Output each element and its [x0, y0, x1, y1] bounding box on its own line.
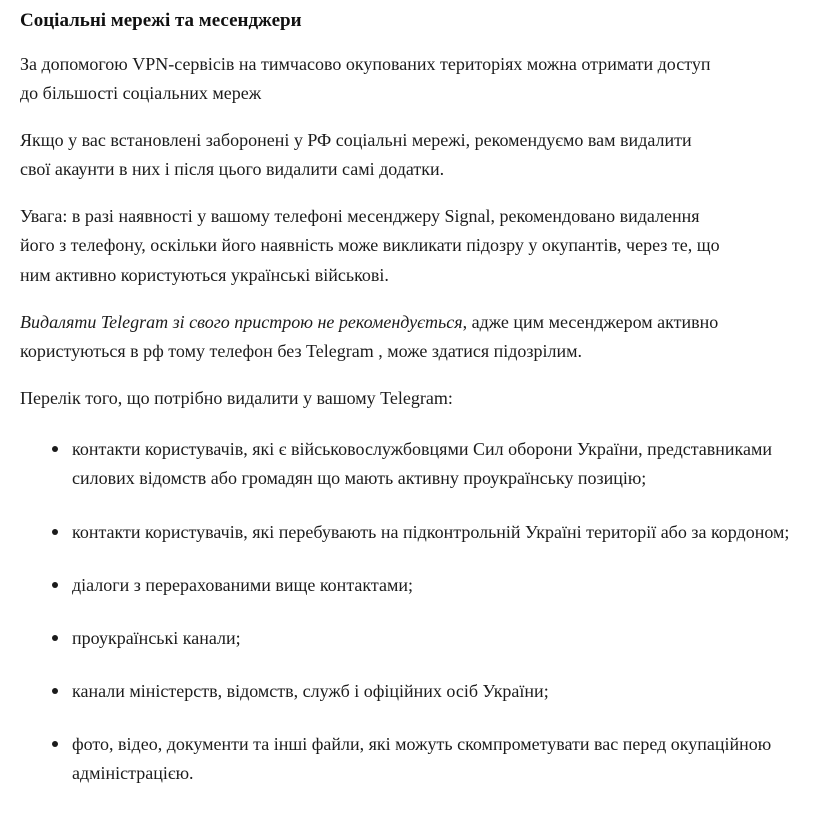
list-item: діалоги з перерахованими вище контактами;: [20, 571, 812, 600]
list-item: фото, відео, документи та інші файли, які можуть скомпрометувати вас перед окупаційною адміністрацією.: [20, 730, 812, 788]
telegram-note-rest: , адже цим месенджером активно користуються в рф тому телефон без Telegram , може здатися підозрілим.: [20, 311, 719, 361]
telegram-note-italic: Видаляти Telegram зі свого пристрою не рекомендується: [20, 311, 463, 332]
page-title: Соціальні мережі та месенджери: [20, 10, 302, 31]
list-intro: Перелік того, що потрібно видалити у вашому Telegram:: [20, 388, 453, 409]
list-item: контакти користувачів, які є військовослужбовцями Сил оборони України, представниками силових відомств або громадян що мають активну проукраїнську позицію;: [20, 435, 812, 493]
paragraph-telegram-note: [20, 308, 720, 366]
paragraph-vpn: За допомогою VPN-сервісів на тимчасово окупованих територіях можна отримати доступ до більшості соціальних мереж: [20, 53, 711, 103]
list-item: проукраїнські канали;: [20, 624, 812, 653]
paragraph-signal-warning: Увага: в разі наявності у вашому телефоні месенджеру Signal, рекомендовано видалення його з телефону, оскільки його наявність може викликати підозру у окупантів, через те, що ним активно користуються українські військові.: [20, 206, 720, 285]
list-item: контакти користувачів, які перебувають на підконтрольній Україні території або за кордоном;: [20, 518, 812, 547]
delete-checklist: [20, 435, 818, 788]
paragraph-banned-networks: Якщо у вас встановлені заборонені у РФ соціальні мережі, рекомендуємо вам видалити свої акаунти в них і після цього видалити самі додатки.: [20, 129, 692, 180]
list-item: канали міністерств, відомств, служб і офіційних осіб України;: [20, 677, 812, 706]
